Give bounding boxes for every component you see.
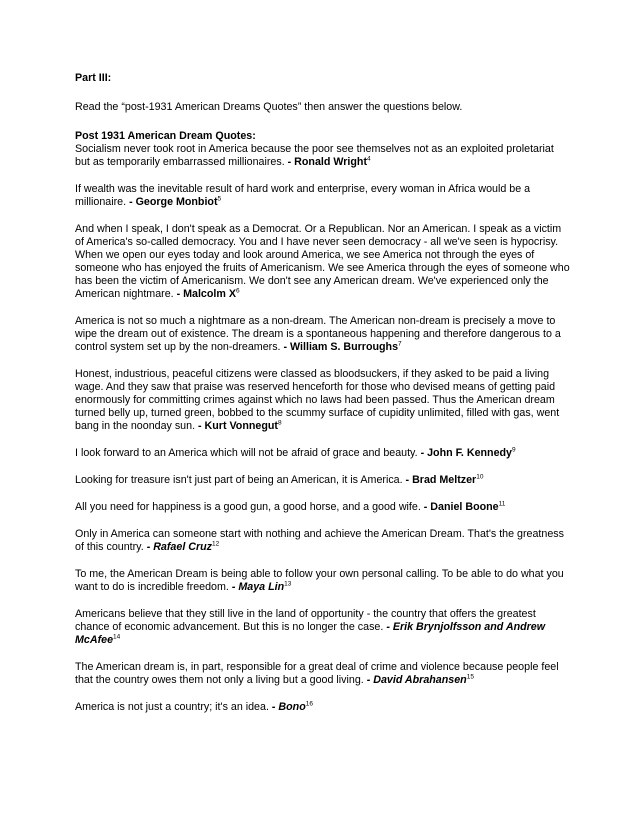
quote-author: - John F. Kennedy (420, 447, 513, 459)
quote-text: Looking for treasure isn't just part of being an American, it is America. (75, 474, 406, 486)
instructions: Read the “post-1931 American Dreams Quotes” then answer the questions below. (75, 101, 463, 113)
quote-text: Socialism never took root in America because the poor see themselves not as an exploited proletariat but as temporarily embarrassed millionaires. (75, 143, 554, 168)
quote-author: - Bono (271, 701, 306, 713)
quote-author: - Ronald Wright (287, 156, 368, 168)
quote-monbiot (75, 183, 570, 209)
quote-author: - David Abrahansen (366, 674, 467, 686)
quote-author: - William S. Burroughs (283, 341, 399, 353)
quote-author: - Kurt Vonnegut (198, 420, 278, 432)
footnote-ref: 16 (305, 700, 313, 708)
quote-text: I look forward to an America which will not be afraid of grace and beauty. (75, 447, 421, 459)
quote-lin (75, 568, 570, 594)
quote-text: Honest, industrious, peaceful citizens were classed as bloodsuckers, if they asked to be paid a living wage. And they saw that praise was reserved henceforth for those who devised means of getting paid enormously for committing crimes against which no laws had been passed. Thus the American dream turned belly up, turned green, bobbed to the scummy surface of cupidity unlimited, filled with gas, went bang in the noonday sun. (75, 368, 560, 432)
quote-author: - Erik Brynjolfsson and Andrew McAfee (75, 621, 546, 646)
quote-author: - Brad Meltzer (405, 474, 477, 486)
footnote-ref: 5 (217, 195, 222, 203)
quote-kennedy (75, 447, 570, 460)
part-heading: Part III: (75, 72, 112, 84)
quote-burroughs (75, 315, 570, 354)
quote-cruz (75, 528, 570, 554)
quote-author: - Rafael Cruz (146, 541, 213, 553)
quote-bono (75, 701, 570, 714)
quote-boone (75, 501, 570, 514)
footnote-ref: 6 (235, 287, 240, 295)
quote-vonnegut (75, 368, 570, 433)
quote-text: If wealth was the inevitable result of hard work and enterprise, every woman in Africa would be a millionaire. (75, 183, 531, 208)
quote-text: The American dream is, in part, responsible for a great deal of crime and violence because people feel that the country owes them not only a living but a good living. (75, 661, 559, 686)
footnote-ref: 9 (512, 446, 516, 454)
footnote-ref: 4 (367, 155, 371, 163)
quote-text: America is not so much a nightmare as a non-dream. The American non-dream is precisely a move to wipe the dream out of existence. The dream is a spontaneous happening and therefore dangerous to a control system set up by the non-dreamers. (75, 315, 561, 353)
quote-meltzer (75, 474, 570, 487)
quote-text: Americans believe that they still live in the land of opportunity - the country that offers the greatest chance of economic advancement. But this is no longer the case. (75, 608, 536, 633)
footnote-ref: 8 (277, 419, 282, 427)
quote-author: - Maya Lin (231, 581, 285, 593)
quote-text: And when I speak, I don't speak as a Democrat. Or a Republican. Nor an American. I speak as a victim of America's so-called democracy. You and I have never seen democracy - all we've seen is hypocrisy. When we open our eyes today and look around America, we see America not through the eyes of someone who has enjoyed the fruits of Americanism. We see America through the eyes of someone who has been the victim of Americanism. We don't see any American dream. We've experienced only the American nightmare. (75, 223, 570, 300)
footnote-ref: 13 (284, 580, 292, 588)
quote-author: - George Monbiot (129, 196, 218, 208)
quote-author: - Daniel Boone (423, 501, 499, 513)
footnote-ref: 7 (398, 340, 402, 348)
quote-text: All you need for happiness is a good gun, a good horse, and a good wife. (75, 501, 424, 513)
quote-text: America is not just a country; it's an idea. (75, 701, 272, 713)
quote-brynjolfsson-mcafee (75, 608, 570, 647)
footnote-ref: 11 (498, 500, 506, 508)
footnote-ref: 10 (476, 473, 484, 481)
quote-author: - Malcolm X (176, 288, 236, 300)
section-heading: Post 1931 American Dream Quotes: (75, 130, 256, 142)
quote-text: To me, the American Dream is being able to follow your own personal calling. To be able to do what you want to do is incredible freedom. (75, 568, 564, 593)
quote-wright (75, 143, 570, 169)
footnote-ref: 12 (212, 540, 220, 548)
footnote-ref: 15 (466, 673, 474, 681)
quote-abrahansen (75, 661, 570, 687)
footnote-ref: 14 (113, 633, 121, 641)
quote-malcolm-x (75, 223, 570, 301)
quote-text: Only in America can someone start with nothing and achieve the American Dream. That's the greatness of this country. (75, 528, 564, 553)
